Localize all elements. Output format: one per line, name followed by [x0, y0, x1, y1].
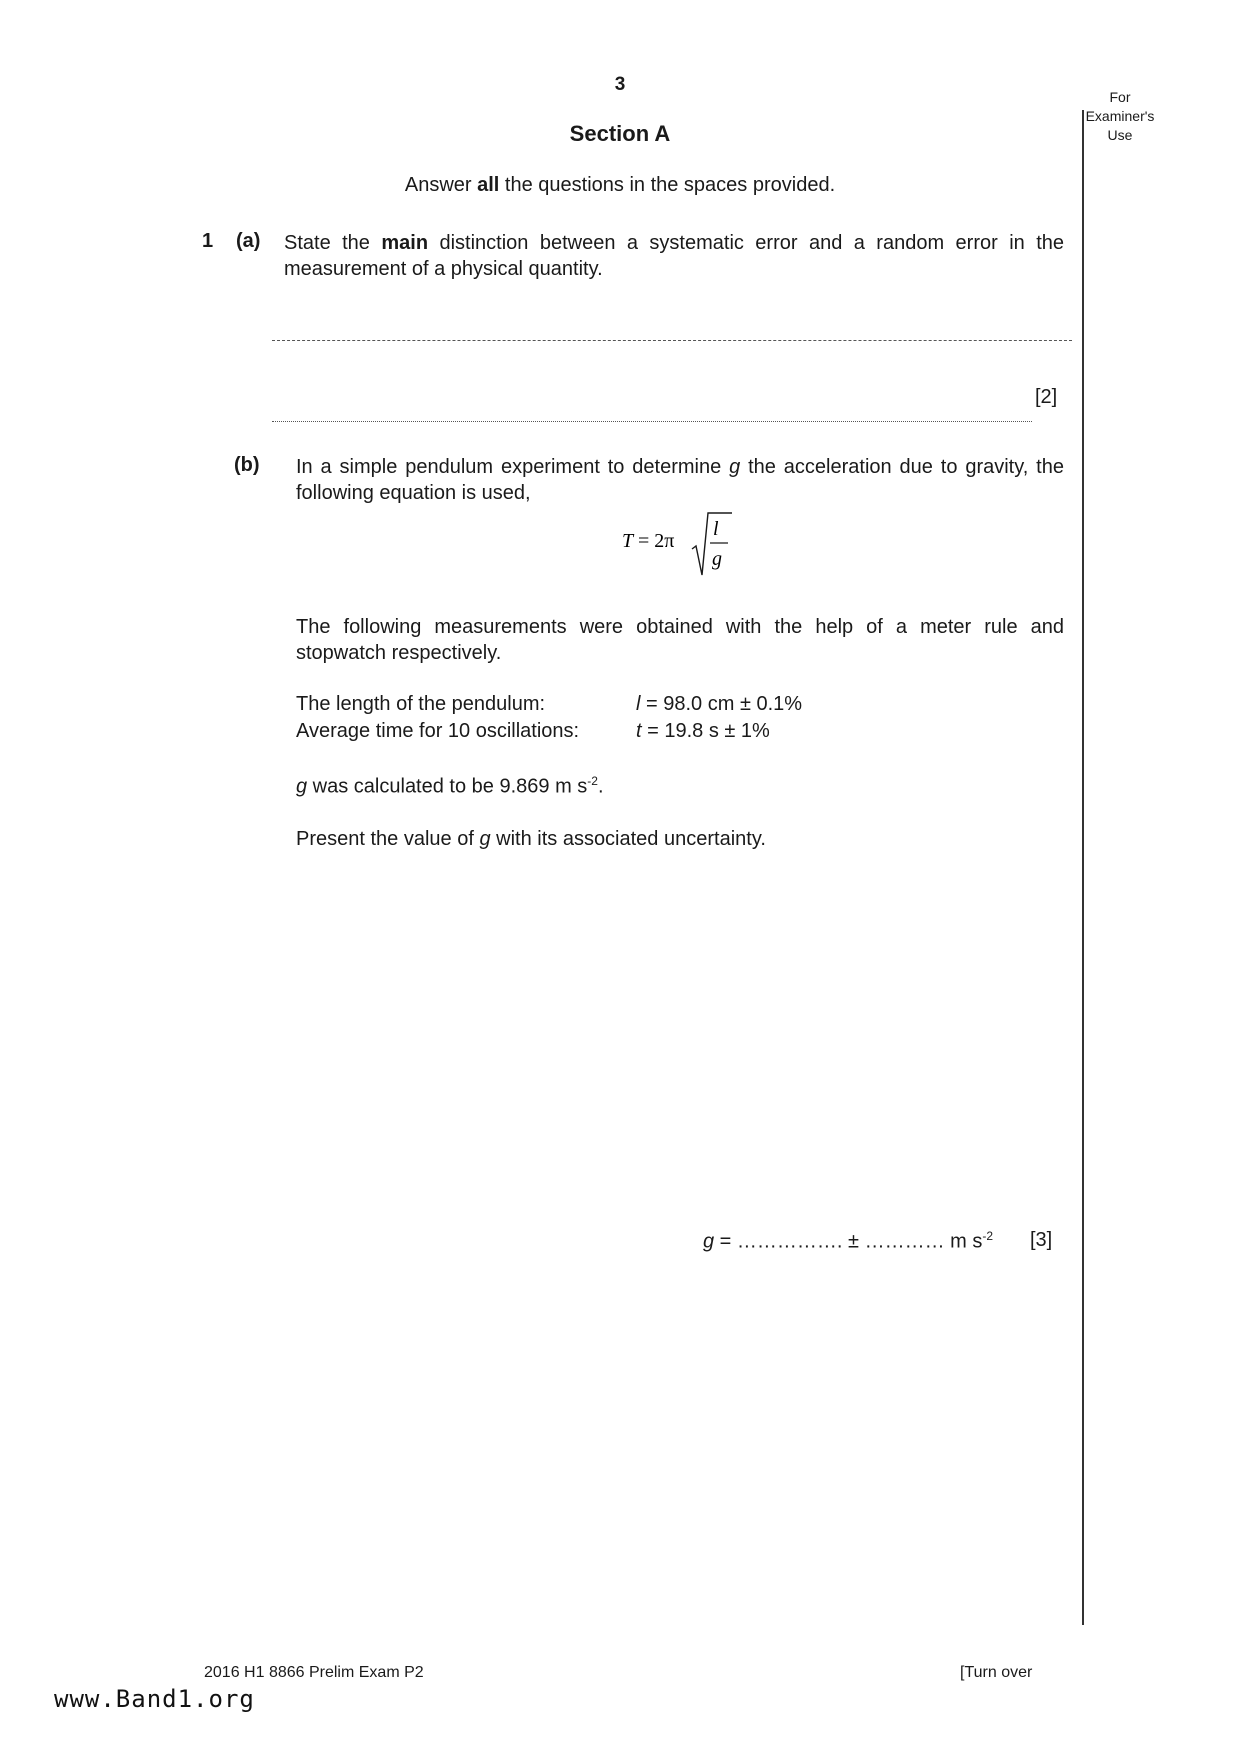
section-title: Section A — [569, 121, 671, 146]
formula-lhs: T — [622, 530, 634, 552]
part-a-label: (a) — [236, 230, 261, 252]
g-answer-field[interactable]: g = ……………. ± ………… m $s^{-2}$ — [703, 1229, 994, 1253]
question-number: 1 — [202, 230, 214, 252]
part-b-prompt: Present the value of g with its associated uncertainty. — [296, 828, 766, 850]
footer-exam-code: 2016 H1 8866 Prelim Exam P2 — [204, 1664, 424, 1681]
pendulum-formula — [620, 505, 750, 585]
answer-line[interactable] — [272, 421, 1032, 422]
marks-badge: [3] — [1030, 1229, 1053, 1251]
marks-badge: [2] — [1035, 386, 1058, 408]
formula-eq: = 2π — [638, 530, 675, 552]
measurement-label: Average time for 10 oscillations: — [296, 720, 580, 742]
part-a-question: State the main distinction between a systematic error and a random error in the measurement of a physical quantity. — [284, 232, 1064, 280]
page-number: 3 — [614, 74, 626, 95]
part-b-question: In a simple pendulum experiment to determine g the acceleration due to gravity, the following equation is used, — [296, 456, 1064, 504]
measurement-value: l = 98.0 cm ± 0.1% — [636, 693, 803, 715]
measurements-intro: The following measurements were obtained with the help of a meter rule and stopwatch respectively. — [296, 616, 1064, 664]
part-b-label: (b) — [234, 454, 260, 476]
formula-denominator: g — [712, 548, 722, 570]
examiner-use-label: For Examiner's Use — [1085, 89, 1155, 143]
footer-turn-over: [Turn over — [960, 1664, 1033, 1681]
measurement-value: t = 19.8 s ± 1% — [636, 720, 770, 742]
examiner-margin-rule — [1082, 110, 1084, 1625]
watermark: www.Band1.org — [54, 1685, 255, 1713]
instruction: Answer all the questions in the spaces provided. — [404, 174, 836, 196]
g-calculated: g was calculated to be 9.869 m $s^{-2}$. — [296, 774, 604, 798]
formula-numerator: l — [713, 518, 719, 540]
answer-line[interactable] — [272, 340, 1072, 341]
measurement-label: The length of the pendulum: — [296, 693, 546, 715]
